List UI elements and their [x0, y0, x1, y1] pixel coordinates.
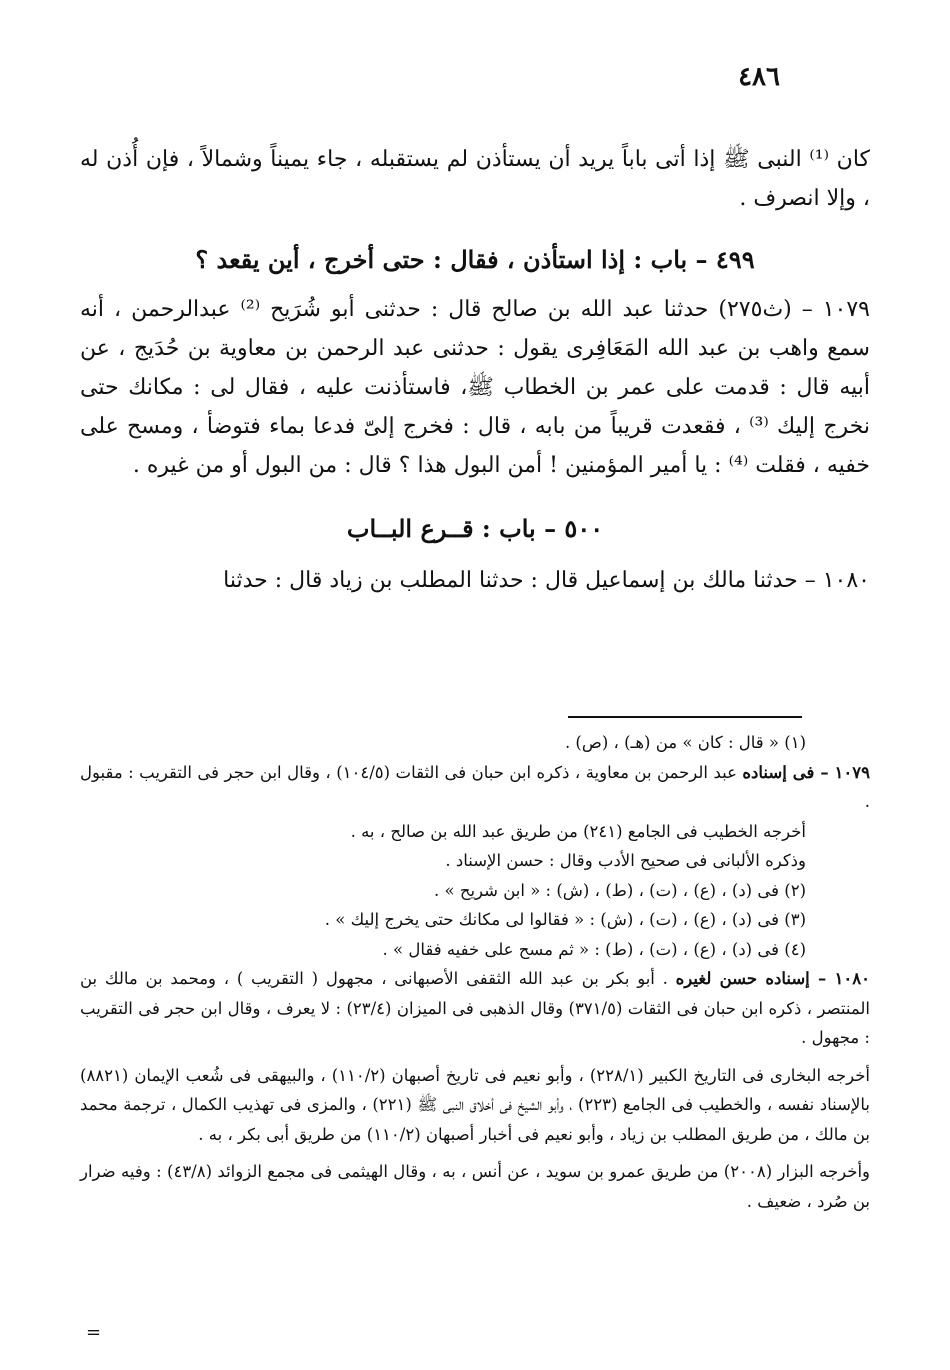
chapter-499-heading: ٤٩٩ – باب : إذا استأذن ، فقال : حتى أخرج ، أين يقعد ؟: [195, 245, 755, 274]
footnote-2: (٢) فى (د) ، (ع) ، (ت) ، (ط) ، (ش) : « ابن شريح » .: [433, 880, 806, 900]
hadith-1080: ١٠٨٠ – حدثنا مالك بن إسماعيل قال : حدثنا المطلب بن زياد قال : حدثنا: [223, 568, 870, 593]
footnote-1080-text: . أبو بكر بن عبد الله الثقفى الأصبهانى ، مجهول ( التقريب ) ، ومحمد بن مالك بن المنتصر ، ذكره ابن حبان فى الثقات (٣٧١/٥) وقال الذهبى فى الميزان (٢٣/٤) : لا يعرف ، وقال ابن حجر فى التقريب : مجهول .: [80, 969, 870, 1047]
page-number: ٤٨٦: [738, 62, 780, 92]
footnote-1080-takhrij-1: أخرجه البخارى فى التاريخ الكبير (٢٢٨/١) ، وأبو نعيم فى تاريخ أصبهان (١١٠/٢) ، والبيهقى فى شُعب الإيمان (٨٨٢١) بالإسناد نفسه ، والخطيب فى الجامع (٢٢٣) ، وأبو الشيخ فى أخلاق النبى ﷺ (٢٢١) ، والمزى فى تهذيب الكمال ، ترجمة محمد بن مالك ، من طريق المطلب بن زياد ، وأبو نعيم فى أخبار أصبهان (١١٠/٢) من طريق أبى بكر ، به .: [80, 1065, 870, 1144]
footnote-1079-text: عبد الرحمن بن معاوية ، ذكره ابن حبان فى الثقات (١٠٤/٥) ، وقال ابن حجر فى التقريب : مقبول .: [80, 762, 870, 811]
footnote-4: (٤) فى (د) ، (ع) ، (ت) ، (ط) : « ثم مسح على خفيه فقال » .: [382, 939, 806, 959]
footnote-divider: [568, 716, 802, 718]
footnote-1079-takhrij-2: وذكره الألبانى فى صحيح الأدب وقال : حسن الإسناد .: [445, 851, 806, 870]
continuation-mark: =: [86, 1322, 102, 1343]
footnote-1: (١) « قال : كان » من (هـ) ، (ص) .: [564, 733, 806, 752]
chapter-500-heading: ٥٠٠ – باب : قــرع البــاب: [346, 514, 604, 543]
footnote-1080: [80, 964, 870, 1053]
footnote-1079-label: ١٠٧٩ – فى إسناده: [742, 762, 870, 782]
main-text: [80, 140, 870, 600]
footnote-1079: [80, 758, 870, 817]
opening-paragraph: كان ⁽¹⁾ النبى ﷺ إذا أتى باباً يريد أن يستأذن لم يستقبله ، جاء يميناً وشمالاً ، فإن أُذن له ، وإلا انصرف .: [80, 147, 870, 211]
footnote-1080-takhrij-2: وأخرجه البزار (٢٠٠٨) من طريق عمرو بن سويد ، عن أنس ، به ، وقال الهيثمى فى مجمع الزوائد (٤٣/٨) : وفيه ضرار بن صُرد ، ضعيف .: [80, 1162, 871, 1211]
footnote-1080-label: ١٠٨٠ – إسناده حسن لغيره: [675, 969, 870, 988]
footnote-3: (٣) فى (د) ، (ع) ، (ت) ، (ش) : « فقالوا لى مكانك حتى يخرج إليك » .: [324, 910, 806, 929]
footnote-1079-takhrij-1: أخرجه الخطيب فى الجامع (٢٤١) من طريق عبد الله بن صالح ، به .: [350, 821, 806, 841]
footnotes: [80, 728, 870, 1216]
hadith-1079: ١٠٧٩ – (ث٢٧٥) حدثنا عبد الله بن صالح قال : حدثنى أبو شُرَيح ⁽²⁾ عبدالرحمن ، أنه سمع واهب بن عبد الله المَعَافِرى يقول : حدثنى عبد الرحمن بن معاوية بن حُدَيج ، عن أبيه قال : قدمت على عمر بن الخطاب ﷺ، فاستأذنت عليه ، فقال لى : مكانك حتى نخرج إليك ⁽³⁾ ، فقعدت قريباً من بابه ، قال : فخرج إلىّ فدعا بماء فتوضأ ، ومسح على خفيه ، فقلت ⁽⁴⁾ : يا أمير المؤمنين ! أمن البول هذا ؟ قال : من البول أو من غيره .: [80, 297, 870, 478]
